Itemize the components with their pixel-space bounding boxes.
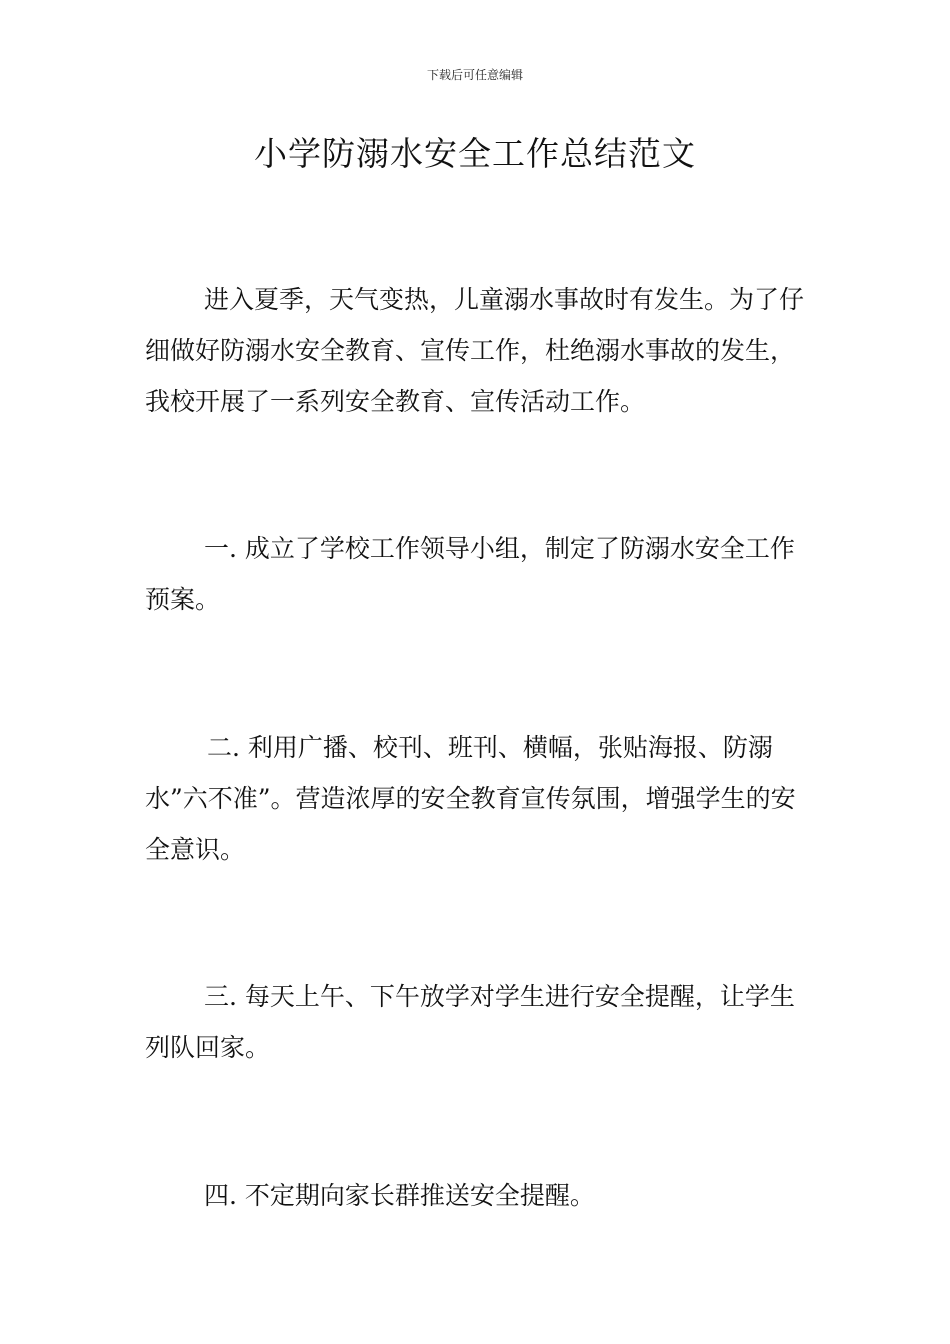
header-note: 下载后可任意编辑 <box>426 68 523 82</box>
document-title: 小学防溺水安全工作总结范文 <box>254 134 696 173</box>
paragraph-intro: 进入夏季，天气变热，儿童溺水事故时有发生。为了仔细做好防溺水安全教育、宣传工作，杜绝溺水事故的发生，我校开展了一系列安全教育、宣传活动工作。 <box>145 285 805 416</box>
paragraph-item-2: 二. 利用广播、校刊、班刊、横幅，张贴海报、防溺水”六不准”。营造浓厚的安全教育宣传氛围，增强学生的安全意识。 <box>145 733 796 864</box>
paragraph-item-1: 一. 成立了学校工作领导小组，制定了防溺水安全工作预案。 <box>145 534 795 614</box>
paragraph-item-3: 三. 每天上午、下午放学对学生进行安全提醒，让学生列队回家。 <box>145 982 795 1062</box>
paragraph-item-4: 四. 不定期向家长群推送安全提醒。 <box>204 1181 595 1210</box>
